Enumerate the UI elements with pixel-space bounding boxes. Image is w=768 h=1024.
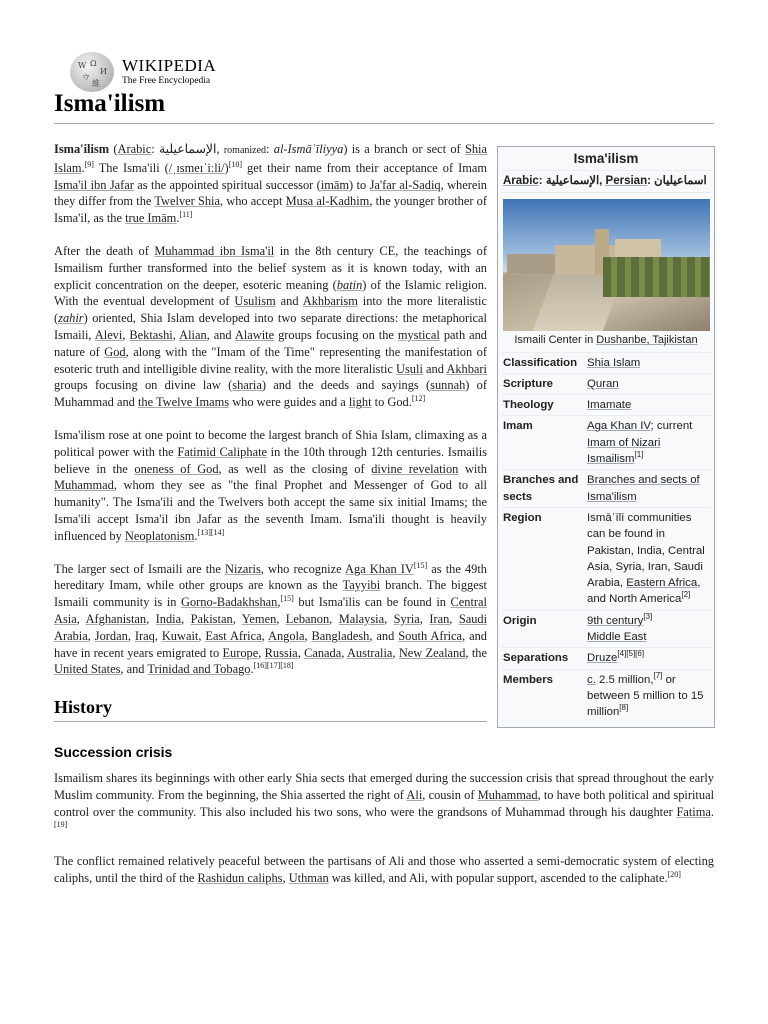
globe-glyph: Ω <box>90 59 97 68</box>
link[interactable]: Neoplatonism <box>124 528 195 543</box>
wordmark: WIKIPEDIA <box>122 56 217 75</box>
citation[interactable]: [15] <box>280 594 294 603</box>
link[interactable]: Central Asia <box>54 595 488 626</box>
section-heading-history: History <box>54 695 487 722</box>
link[interactable]: Isma'il ibn Jafar <box>54 177 134 192</box>
link[interactable]: Bektashi <box>129 327 173 342</box>
link[interactable]: oneness of God <box>134 461 219 476</box>
link[interactable]: Syria <box>393 611 420 626</box>
link[interactable]: Ali <box>406 787 423 802</box>
link[interactable]: India <box>155 611 182 626</box>
paragraph-demographics: The larger sect of Ismaili are the Nizaris, who recognize Aga Khan IV[15] as the 49th hereditary Imam, while other groups are known as the Tayyibi branch. The biggest Ismaili community is in Gorno-Badakhshan,[15] but Isma'ilis can be found in Central Asia, Afghanistan, India, Pakistan, Yemen, Lebanon, Malaysia, Syria, Iran, Saudi Arabia, Jordan, Iraq, Kuwait, East Africa, Angola, Bangladesh, and South Africa, and have in recent years emigrated to Europe, Russia, Canada, Australia, New Zealand, the United States, and Trinidad and Tobago.[16][17][18] <box>54 560 488 677</box>
link[interactable]: Angola <box>268 628 305 643</box>
link[interactable]: South Africa <box>398 628 463 643</box>
citation[interactable]: [2] <box>681 590 691 600</box>
citation[interactable]: [10] <box>228 159 243 169</box>
link[interactable]: zahir <box>58 311 84 326</box>
citation[interactable]: [7] <box>653 670 663 680</box>
citation[interactable]: [15] <box>413 560 428 570</box>
link[interactable]: Nizaris <box>225 561 261 576</box>
infobox-row-scripture: Scripture Quran <box>501 374 711 395</box>
link[interactable]: Lebanon <box>285 611 330 626</box>
lead-term: Isma'ilism <box>54 142 110 156</box>
infobox-row-imam: Imam Aga Khan IV; current Imam of Nizari Ismailism[1] <box>501 416 711 470</box>
globe-glyph: W <box>78 61 87 70</box>
link[interactable]: imām <box>320 177 350 192</box>
wikipedia-logo[interactable] <box>70 52 216 92</box>
infobox-row-classification: Classification Shia Islam <box>501 353 711 374</box>
romanized-label[interactable]: romanized <box>223 145 267 156</box>
link[interactable]: Afghanistan <box>85 611 147 626</box>
globe-glyph: И <box>100 67 107 76</box>
link[interactable]: Russia <box>264 645 298 660</box>
tagline: The Free Encyclopedia <box>122 76 211 86</box>
link[interactable]: Dushanbe, Tajikistan <box>596 334 698 347</box>
globe-icon <box>70 52 114 92</box>
link[interactable]: mystical <box>397 327 440 342</box>
link[interactable]: c. <box>587 673 596 686</box>
link[interactable]: Imam of Nizari Ismailism <box>587 436 661 466</box>
link[interactable]: Malaysia <box>338 611 385 626</box>
lead-section <box>54 141 487 694</box>
link[interactable]: Trinidad and Tobago <box>147 662 251 677</box>
link[interactable]: Fatima <box>676 804 711 819</box>
citation[interactable]: [1] <box>634 450 644 460</box>
citation[interactable]: [16][17][18] <box>253 661 294 671</box>
infobox-row-region: Region Ismāʿīlī communities can be found in Pakistan, India, Central Asia, Syria, Iran, Saudi Arabia, Eastern Africa, and North America[2] <box>501 508 711 611</box>
link[interactable]: Iraq <box>134 628 155 643</box>
link[interactable]: Muhammad <box>54 478 114 493</box>
link[interactable]: Eastern Africa <box>626 577 698 590</box>
citation[interactable]: [9] <box>84 159 94 169</box>
citation[interactable]: [13][14] <box>197 527 225 537</box>
link[interactable]: Aga Khan IV <box>587 420 651 433</box>
link[interactable]: Alawite <box>234 327 275 342</box>
transliteration: al-Ismāʿīliyya <box>273 142 344 156</box>
link[interactable]: true Imām <box>125 211 177 226</box>
link[interactable]: Jordan <box>94 628 128 643</box>
link[interactable]: Rashidun caliphs <box>197 870 283 885</box>
link[interactable]: East Africa <box>205 628 262 643</box>
link[interactable]: Ja'far al-Sadiq <box>369 177 441 192</box>
infobox-title: Isma'ilism <box>501 149 711 171</box>
link[interactable]: Arabic <box>117 142 152 156</box>
infobox <box>497 146 715 728</box>
link[interactable]: Persian <box>605 175 648 187</box>
link[interactable]: Gorno-Badakhshan <box>181 595 278 610</box>
link[interactable]: Iran <box>429 611 450 626</box>
globe-glyph: 維 <box>92 79 100 88</box>
link[interactable]: Tayyibi <box>342 578 381 593</box>
link[interactable]: God <box>104 344 126 359</box>
citation[interactable]: [11] <box>179 210 193 220</box>
link[interactable]: Alevi <box>94 327 123 342</box>
persian-name: اسماعیلیان <box>654 175 707 187</box>
paragraph-history-summary: Isma'ilism rose at one point to become the largest branch of Shia Islam, climaxing as a political power with the Fatimid Caliphate in the 10th through 12th centuries. Ismailis believe in the oneness of God, as well as the closing of divine revelation with Muhammad, whom they see as "the final Prophet and Messenger of God to all humanity". The Isma'ili and the Twelvers both accept the same six initial Imams; the Isma'ili accept Isma'il ibn Jafar as the seventh Imam. Isma'ili thought is heavily influenced by Neoplatonism.[13][14] <box>54 427 488 543</box>
link[interactable]: Branches and sects of Isma'ilism <box>587 474 700 503</box>
link[interactable]: New Zealand <box>398 645 466 660</box>
link[interactable]: Akhbarism <box>302 294 358 309</box>
link[interactable]: Druze <box>587 652 618 665</box>
link[interactable]: Alian <box>179 327 207 342</box>
link[interactable]: Shia Islam <box>54 142 487 175</box>
infobox-row-origin: Origin 9th century[3] Middle East <box>501 611 711 649</box>
title-divider <box>54 123 714 124</box>
paragraph-intro: Isma'ilism (Arabic: الإسماعيلية, romanized: al-Ismāʿīliyya) is a branch or sect of Shia Islam.[9] The Isma'ili (/ˌɪsmeɪˈiːli/)[10] get their name from their acceptance of Imam Isma'il ibn Jafar as the appointed spiritual successor (imām) to Ja'far al-Sadiq, wherein they differ from the Twelver Shia, who accept Musa al-Kadhim, the younger brother of Isma'il, as the true Imām.[11] <box>54 142 487 226</box>
link[interactable]: Yemen <box>241 611 277 626</box>
succession-section <box>54 770 714 903</box>
link[interactable]: Musa al-Kadhim <box>285 194 370 209</box>
link[interactable]: Europe <box>222 645 259 660</box>
paragraph-conflict: The conflict remained relatively peaceful between the partisans of Ali and those who asserted a semi-democratic system of electing caliphs, until the third of the Rashidun caliphs, Uthman was killed, and Ali, with popular support, ascended to the caliphate.[20] <box>54 854 714 885</box>
link[interactable]: batin <box>336 277 363 292</box>
link[interactable]: divine revelation <box>371 461 459 476</box>
citation[interactable]: [19] <box>54 820 68 830</box>
link[interactable]: Akhbari <box>446 361 487 376</box>
link[interactable]: Middle East <box>587 631 647 644</box>
link[interactable]: Quran <box>587 377 619 390</box>
link[interactable]: Fatimid Caliphate <box>177 444 268 459</box>
link[interactable]: Saudi Arabia <box>54 611 488 643</box>
link[interactable]: United States <box>54 662 121 677</box>
arabic-name: الإسماعيلية <box>545 175 600 187</box>
link[interactable]: Arabic <box>503 175 539 187</box>
citation[interactable]: [4][5][6] <box>617 649 645 659</box>
image-caption: Ismaili Center in Dushanbe, Tajikistan <box>501 331 711 352</box>
link[interactable]: Pakistan <box>190 611 233 626</box>
link[interactable]: Usulism <box>234 294 276 309</box>
link[interactable]: Canada <box>304 645 342 660</box>
link[interactable]: sunnah <box>430 378 466 393</box>
ismaili-center-image[interactable] <box>503 199 710 331</box>
infobox-native-names: Arabic: الإسماعيلية, Persian: اسماعیلیان <box>501 171 711 193</box>
link[interactable]: light <box>348 395 372 410</box>
page-title: Isma'ilism <box>54 90 166 117</box>
link[interactable]: Muhammad <box>477 787 538 802</box>
link[interactable]: Imamate <box>587 399 632 412</box>
citation[interactable]: [8] <box>619 703 629 713</box>
link[interactable]: Twelver Shia <box>154 194 220 209</box>
globe-glyph: ウ <box>82 73 90 82</box>
infobox-row-separations: Separations Druze[4][5][6] <box>501 648 711 669</box>
link[interactable]: 9th century <box>587 614 644 627</box>
infobox-row-members: Members c. 2.5 million,[7] or between 5 million to 15 million[8] <box>503 670 704 719</box>
ipa-link[interactable]: /ˌɪsmeɪˈiːli/ <box>168 160 225 175</box>
link[interactable]: Australia <box>346 645 393 660</box>
link[interactable]: Muhammad ibn Isma'il <box>154 243 275 258</box>
citation[interactable]: [20] <box>667 869 681 879</box>
citation[interactable]: [12] <box>411 394 426 404</box>
infobox-row-theology: Theology Imamate <box>501 395 711 416</box>
link[interactable]: sharia <box>232 378 262 393</box>
link[interactable]: the Twelve Imams <box>137 395 230 410</box>
link[interactable]: Uthman <box>288 870 329 885</box>
link[interactable]: Shia Islam <box>587 356 641 369</box>
subsection-heading-succession: Succession crisis <box>54 744 173 760</box>
infobox-row-branches: Branches and sects Branches and sects of Isma'ilism <box>501 470 711 508</box>
link[interactable]: Bangladesh <box>311 628 370 643</box>
citation[interactable]: [3] <box>643 611 653 621</box>
link[interactable]: Kuwait <box>161 628 199 643</box>
link[interactable]: Usuli <box>396 361 423 376</box>
paragraph-teachings: After the death of Muhammad ibn Isma'il in the 8th century CE, the teachings of Ismailism further transformed into the belief system as it is known today, with an explicit concentration on the deeper, esoteric meaning (batin) of the Islamic religion. With the eventual development of Usulism and Akhbarism into the more literalistic (zahir) oriented, Shia Islam developed into two separate directions: the metaphorical Ismaili, Alevi, Bektashi, Alian, and Alawite groups focusing on the mystical path and nature of God, along with the "Imam of the Time" representing the manifestation of esoteric truth and intelligible divine reality, with the more literalistic Usuli and Akhbari groups focusing on divine law (sharia) and the deeds and sayings (sunnah) of Muhammad and the Twelve Imams who were guides and a light to God.[12] <box>54 243 488 410</box>
paragraph-succession: Ismailism shares its beginnings with other early Shia sects that emerged during the succession crisis that spread throughout the early Muslim community. From the beginning, the Shia asserted the right of Ali, cousin of Muhammad, to have both political and spiritual control over the community. This also included his two sons, who were the grandsons of Muhammad through his daughter Fatima.[19] <box>54 771 715 830</box>
link[interactable]: Aga Khan IV <box>345 561 414 576</box>
